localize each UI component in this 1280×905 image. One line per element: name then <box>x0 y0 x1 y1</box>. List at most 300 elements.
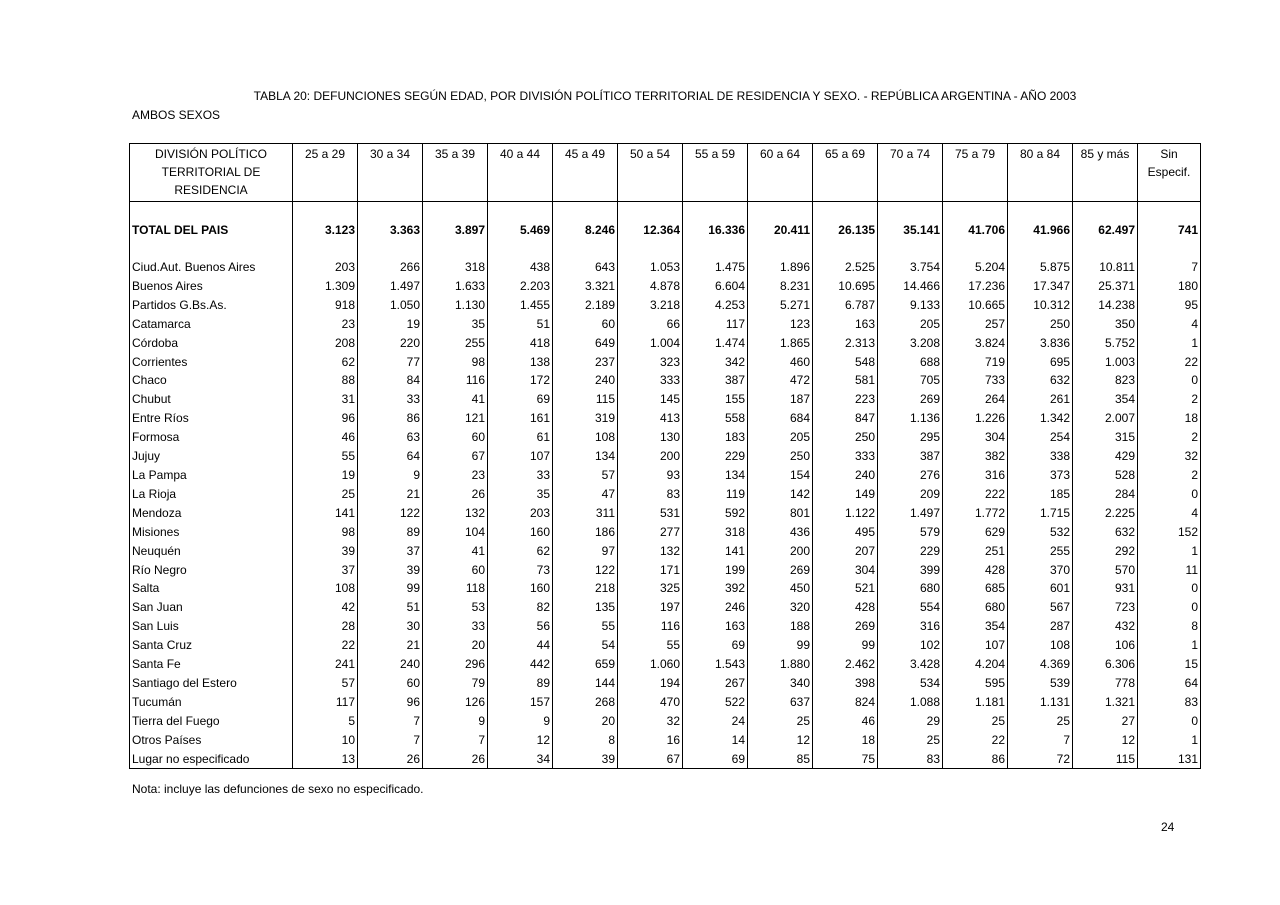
header-region-line: TERRITORIAL DE <box>161 165 261 179</box>
document-subtitle: AMBOS SEXOS <box>132 108 221 122</box>
table-cell: 145 <box>618 390 683 409</box>
table-cell: 46 <box>293 428 358 447</box>
table-cell: 5.875 <box>1008 258 1073 277</box>
table-cell: 250 <box>1008 315 1073 334</box>
table-cell: 141 <box>293 504 358 523</box>
table-cell: 255 <box>1008 542 1073 561</box>
table-cell: 131 <box>1138 750 1201 769</box>
table-cell: 23 <box>293 315 358 334</box>
header-age: 70 a 74 <box>878 144 943 202</box>
table-row <box>130 693 1201 712</box>
table-cell: 73 <box>488 561 553 580</box>
table-cell: 250 <box>748 447 813 466</box>
table-cell: 205 <box>748 428 813 447</box>
table-row <box>130 428 1201 447</box>
table-cell: 554 <box>878 598 943 617</box>
table-cell: 104 <box>423 523 488 542</box>
table-cell: 6.306 <box>1073 655 1138 674</box>
table-cell: 581 <box>813 371 878 390</box>
table-cell: 99 <box>748 636 813 655</box>
table-cell: 22 <box>293 636 358 655</box>
table-cell: 10.811 <box>1073 258 1138 277</box>
table-cell: 1 <box>1138 636 1201 655</box>
table-cell: 32 <box>1138 447 1201 466</box>
table-cell: 354 <box>1073 390 1138 409</box>
table-cell: 257 <box>943 315 1008 334</box>
table-cell: 33 <box>358 390 423 409</box>
table-cell: 51 <box>488 315 553 334</box>
table-row <box>130 617 1201 636</box>
row-label: Neuquén <box>130 542 293 561</box>
table-row <box>130 542 1201 561</box>
row-label: Entre Ríos <box>130 409 293 428</box>
table-cell: 460 <box>748 353 813 372</box>
table-cell: 338 <box>1008 447 1073 466</box>
table-cell: 237 <box>553 353 618 372</box>
table-cell: 20 <box>423 636 488 655</box>
table-body <box>130 202 1201 769</box>
table-cell: 778 <box>1073 674 1138 693</box>
table-cell: 187 <box>748 390 813 409</box>
table-cell: 315 <box>1073 428 1138 447</box>
total-cell: 35.141 <box>878 220 943 240</box>
table-cell: 35 <box>423 315 488 334</box>
header-age: 65 a 69 <box>813 144 878 202</box>
table-cell: 19 <box>293 466 358 485</box>
table-cell: 823 <box>1073 371 1138 390</box>
table-cell: 318 <box>423 258 488 277</box>
row-label: Salta <box>130 579 293 598</box>
table-cell: 107 <box>943 636 1008 655</box>
table-cell: 18 <box>1138 409 1201 428</box>
table-cell: 1.715 <box>1008 504 1073 523</box>
table-cell: 33 <box>423 617 488 636</box>
table-cell: 61 <box>488 428 553 447</box>
table-cell: 1.896 <box>748 258 813 277</box>
table-cell: 66 <box>618 315 683 334</box>
table-cell: 592 <box>683 504 748 523</box>
table-cell: 264 <box>943 390 1008 409</box>
table-cell: 63 <box>358 428 423 447</box>
table-cell: 200 <box>748 542 813 561</box>
row-label: Tierra del Fuego <box>130 712 293 731</box>
table-cell: 16 <box>618 731 683 750</box>
table-cell: 32 <box>618 712 683 731</box>
table-cell: 21 <box>358 636 423 655</box>
table-cell: 276 <box>878 466 943 485</box>
table-cell: 325 <box>618 579 683 598</box>
table-cell: 130 <box>618 428 683 447</box>
total-cell: 62.497 <box>1073 220 1138 240</box>
table-cell: 261 <box>1008 390 1073 409</box>
table-cell: 56 <box>488 617 553 636</box>
spacer-row <box>130 202 1201 221</box>
table-cell: 472 <box>748 371 813 390</box>
table-cell: 539 <box>1008 674 1073 693</box>
table-cell: 229 <box>683 447 748 466</box>
table-cell: 931 <box>1073 579 1138 598</box>
table-cell: 14.238 <box>1073 296 1138 315</box>
table-cell: 185 <box>1008 485 1073 504</box>
table-cell: 254 <box>1008 428 1073 447</box>
table-cell: 387 <box>878 447 943 466</box>
table-cell: 8 <box>1138 617 1201 636</box>
table-cell: 0 <box>1138 371 1201 390</box>
table-cell: 98 <box>423 353 488 372</box>
total-cell: 3.123 <box>293 220 358 240</box>
table-cell: 18 <box>813 731 878 750</box>
table-row <box>130 636 1201 655</box>
table-cell: 72 <box>1008 750 1073 769</box>
table-cell: 2.313 <box>813 334 878 353</box>
table-cell: 21 <box>358 485 423 504</box>
table-cell: 1.050 <box>358 296 423 315</box>
table-cell: 14 <box>683 731 748 750</box>
table-cell: 99 <box>813 636 878 655</box>
table-cell: 25 <box>878 731 943 750</box>
row-label: La Rioja <box>130 485 293 504</box>
header-age: 60 a 64 <box>748 144 813 202</box>
table-cell: 2.007 <box>1073 409 1138 428</box>
table-row <box>130 409 1201 428</box>
table-cell: 267 <box>683 674 748 693</box>
table-row <box>130 447 1201 466</box>
table-cell: 115 <box>553 390 618 409</box>
table-cell: 318 <box>683 523 748 542</box>
row-label: Corrientes <box>130 353 293 372</box>
total-cell: 3.363 <box>358 220 423 240</box>
table-cell: 2.525 <box>813 258 878 277</box>
table-cell: 135 <box>553 598 618 617</box>
table-cell: 570 <box>1073 561 1138 580</box>
row-label: Mendoza <box>130 504 293 523</box>
table-cell: 824 <box>813 693 878 712</box>
table-cell: 69 <box>488 390 553 409</box>
header-region-line: RESIDENCIA <box>174 183 248 197</box>
table-cell: 1.772 <box>943 504 1008 523</box>
table-cell: 12 <box>1073 731 1138 750</box>
table-cell: 7 <box>1008 731 1073 750</box>
table-cell: 23 <box>423 466 488 485</box>
table-cell: 67 <box>423 447 488 466</box>
table-cell: 39 <box>358 561 423 580</box>
table-cell: 311 <box>553 504 618 523</box>
table-cell: 629 <box>943 523 1008 542</box>
table-row <box>130 466 1201 485</box>
table-cell: 6.787 <box>813 296 878 315</box>
table-cell: 95 <box>1138 296 1201 315</box>
table-cell: 323 <box>618 353 683 372</box>
table-cell: 99 <box>358 579 423 598</box>
table-cell: 7 <box>423 731 488 750</box>
table-cell: 12 <box>748 731 813 750</box>
table-cell: 240 <box>813 466 878 485</box>
table-row <box>130 390 1201 409</box>
table-cell: 116 <box>618 617 683 636</box>
table-row <box>130 277 1201 296</box>
table-cell: 10.312 <box>1008 296 1073 315</box>
table-cell: 1.497 <box>358 277 423 296</box>
table-row <box>130 258 1201 277</box>
row-label: Ciud.Aut. Buenos Aires <box>130 258 293 277</box>
table-row <box>130 523 1201 542</box>
table-cell: 354 <box>943 617 1008 636</box>
table-cell: 108 <box>1008 636 1073 655</box>
table-cell: 295 <box>878 428 943 447</box>
table-row <box>130 731 1201 750</box>
table-cell: 340 <box>748 674 813 693</box>
table-cell: 370 <box>1008 561 1073 580</box>
table-cell: 470 <box>618 693 683 712</box>
header-unspecified <box>1138 144 1201 202</box>
table-cell: 269 <box>878 390 943 409</box>
document-title: TABLA 20: DEFUNCIONES SEGÚN EDAD, POR DIVISIÓN POLÍTICO TERRITORIAL DE RESIDENCIA Y SEXO. - REPÚBLICA ARGENTINA - AÑO 2003 <box>253 89 1077 103</box>
table-row <box>130 315 1201 334</box>
table-cell: 1.053 <box>618 258 683 277</box>
table-cell: 733 <box>943 371 1008 390</box>
table-cell: 93 <box>618 466 683 485</box>
table-cell: 26 <box>423 750 488 769</box>
table-cell: 60 <box>423 561 488 580</box>
table-cell: 255 <box>423 334 488 353</box>
table-cell: 2.189 <box>553 296 618 315</box>
table-cell: 24 <box>683 712 748 731</box>
table-cell: 44 <box>488 636 553 655</box>
table-cell: 229 <box>878 542 943 561</box>
table-cell: 3.208 <box>878 334 943 353</box>
row-label: TOTAL DEL PAIS <box>130 220 293 240</box>
table-cell: 442 <box>488 655 553 674</box>
table-cell: 207 <box>813 542 878 561</box>
table-cell: 60 <box>358 674 423 693</box>
table-cell: 1.131 <box>1008 693 1073 712</box>
table-cell: 1.004 <box>618 334 683 353</box>
table-cell: 287 <box>1008 617 1073 636</box>
table-cell: 705 <box>878 371 943 390</box>
table-cell: 122 <box>358 504 423 523</box>
deaths-table <box>129 143 1201 769</box>
table-cell: 4.204 <box>943 655 1008 674</box>
table-cell: 413 <box>618 409 683 428</box>
table-row <box>130 334 1201 353</box>
table-cell: 3.218 <box>618 296 683 315</box>
table-cell: 20 <box>553 712 618 731</box>
table-cell: 53 <box>423 598 488 617</box>
table-cell: 62 <box>488 542 553 561</box>
table-cell: 183 <box>683 428 748 447</box>
table-cell: 534 <box>878 674 943 693</box>
table-cell: 39 <box>553 750 618 769</box>
page-number: 24 <box>1161 820 1175 834</box>
table-cell: 106 <box>1073 636 1138 655</box>
row-label: Catamarca <box>130 315 293 334</box>
table-cell: 1 <box>1138 542 1201 561</box>
table-cell: 1.309 <box>293 277 358 296</box>
header-age: 55 a 59 <box>683 144 748 202</box>
table-cell: 33 <box>488 466 553 485</box>
table-cell: 269 <box>748 561 813 580</box>
table-cell: 1.130 <box>423 296 488 315</box>
table-cell: 138 <box>488 353 553 372</box>
table-cell: 9.133 <box>878 296 943 315</box>
table-cell: 154 <box>748 466 813 485</box>
table-cell: 595 <box>943 674 1008 693</box>
table-cell: 801 <box>748 504 813 523</box>
header-age: 30 a 34 <box>358 144 423 202</box>
header-age: 45 a 49 <box>553 144 618 202</box>
table-cell: 1.497 <box>878 504 943 523</box>
table-cell: 115 <box>1073 750 1138 769</box>
total-cell: 16.336 <box>683 220 748 240</box>
table-row <box>130 561 1201 580</box>
row-label: Chaco <box>130 371 293 390</box>
table-row <box>130 655 1201 674</box>
table-cell: 55 <box>553 617 618 636</box>
table-cell: 3.428 <box>878 655 943 674</box>
table-cell: 54 <box>553 636 618 655</box>
table-cell: 160 <box>488 523 553 542</box>
table-cell: 200 <box>618 447 683 466</box>
table-cell: 116 <box>423 371 488 390</box>
table-cell: 240 <box>358 655 423 674</box>
table-cell: 567 <box>1008 598 1073 617</box>
footnote: Nota: incluye las defunciones de sexo no especificado. <box>132 782 424 796</box>
table-cell: 17.347 <box>1008 277 1073 296</box>
table-cell: 186 <box>553 523 618 542</box>
table-cell: 155 <box>683 390 748 409</box>
table-cell: 22 <box>943 731 1008 750</box>
table-row <box>130 579 1201 598</box>
table-cell: 149 <box>813 485 878 504</box>
table-cell: 495 <box>813 523 878 542</box>
table-cell: 1.122 <box>813 504 878 523</box>
header-age: 85 y más <box>1073 144 1138 202</box>
table-cell: 117 <box>293 693 358 712</box>
table-cell: 163 <box>683 617 748 636</box>
table-cell: 199 <box>683 561 748 580</box>
table-cell: 82 <box>488 598 553 617</box>
table-cell: 7 <box>1138 258 1201 277</box>
row-label: Lugar no especificado <box>130 750 293 769</box>
total-cell: 41.966 <box>1008 220 1073 240</box>
table-cell: 9 <box>488 712 553 731</box>
table-cell: 1 <box>1138 334 1201 353</box>
table-cell: 41 <box>423 390 488 409</box>
table-cell: 46 <box>813 712 878 731</box>
table-cell: 918 <box>293 296 358 315</box>
table-cell: 208 <box>293 334 358 353</box>
header-unspecified-line: Sin <box>1160 147 1178 161</box>
table-cell: 1.474 <box>683 334 748 353</box>
table-cell: 223 <box>813 390 878 409</box>
table-cell: 632 <box>1008 371 1073 390</box>
table-cell: 684 <box>748 409 813 428</box>
table-cell: 304 <box>813 561 878 580</box>
table-cell: 387 <box>683 371 748 390</box>
row-label: Santiago del Estero <box>130 674 293 693</box>
total-row <box>130 220 1201 240</box>
table-cell: 7 <box>358 731 423 750</box>
table-cell: 88 <box>293 371 358 390</box>
table-cell: 31 <box>293 390 358 409</box>
table-cell: 89 <box>358 523 423 542</box>
table-cell: 55 <box>618 636 683 655</box>
table-cell: 152 <box>1138 523 1201 542</box>
table-cell: 579 <box>878 523 943 542</box>
table-cell: 57 <box>553 466 618 485</box>
table-cell: 1.226 <box>943 409 1008 428</box>
table-cell: 86 <box>358 409 423 428</box>
table-cell: 296 <box>423 655 488 674</box>
table-cell: 64 <box>1138 674 1201 693</box>
table-cell: 2.462 <box>813 655 878 674</box>
table-cell: 1.633 <box>423 277 488 296</box>
table-cell: 96 <box>293 409 358 428</box>
table-cell: 277 <box>618 523 683 542</box>
table-cell: 333 <box>618 371 683 390</box>
table-cell: 1.136 <box>878 409 943 428</box>
table-cell: 220 <box>358 334 423 353</box>
table-cell: 1.342 <box>1008 409 1073 428</box>
table-cell: 42 <box>293 598 358 617</box>
table-cell: 4 <box>1138 504 1201 523</box>
table-cell: 171 <box>618 561 683 580</box>
table-cell: 203 <box>293 258 358 277</box>
table-cell: 141 <box>683 542 748 561</box>
table-cell: 398 <box>813 674 878 693</box>
header-age: 80 a 84 <box>1008 144 1073 202</box>
header-age: 75 a 79 <box>943 144 1008 202</box>
table-cell: 1.865 <box>748 334 813 353</box>
table-cell: 86 <box>943 750 1008 769</box>
table-cell: 521 <box>813 579 878 598</box>
table-cell: 57 <box>293 674 358 693</box>
table-cell: 157 <box>488 693 553 712</box>
table-cell: 19 <box>358 315 423 334</box>
table-cell: 62 <box>293 353 358 372</box>
table-cell: 75 <box>813 750 878 769</box>
table-cell: 51 <box>358 598 423 617</box>
table-cell: 126 <box>423 693 488 712</box>
table-cell: 142 <box>748 485 813 504</box>
table-cell: 532 <box>1008 523 1073 542</box>
table-cell: 723 <box>1073 598 1138 617</box>
table-cell: 123 <box>748 315 813 334</box>
table-cell: 432 <box>1073 617 1138 636</box>
table-cell: 34 <box>488 750 553 769</box>
table-cell: 268 <box>553 693 618 712</box>
table-cell: 26 <box>358 750 423 769</box>
table-cell: 680 <box>943 598 1008 617</box>
table-cell: 107 <box>488 447 553 466</box>
table-cell: 10.665 <box>943 296 1008 315</box>
header-age: 40 a 44 <box>488 144 553 202</box>
row-label: Santa Cruz <box>130 636 293 655</box>
total-cell: 3.897 <box>423 220 488 240</box>
table-cell: 719 <box>943 353 1008 372</box>
table-cell: 218 <box>553 579 618 598</box>
table-cell: 373 <box>1008 466 1073 485</box>
table-cell: 9 <box>423 712 488 731</box>
table-cell: 2 <box>1138 428 1201 447</box>
table-cell: 108 <box>553 428 618 447</box>
table-cell: 37 <box>358 542 423 561</box>
table-row <box>130 674 1201 693</box>
table-cell: 35 <box>488 485 553 504</box>
table-cell: 392 <box>683 579 748 598</box>
table-cell: 450 <box>748 579 813 598</box>
table-cell: 1.455 <box>488 296 553 315</box>
